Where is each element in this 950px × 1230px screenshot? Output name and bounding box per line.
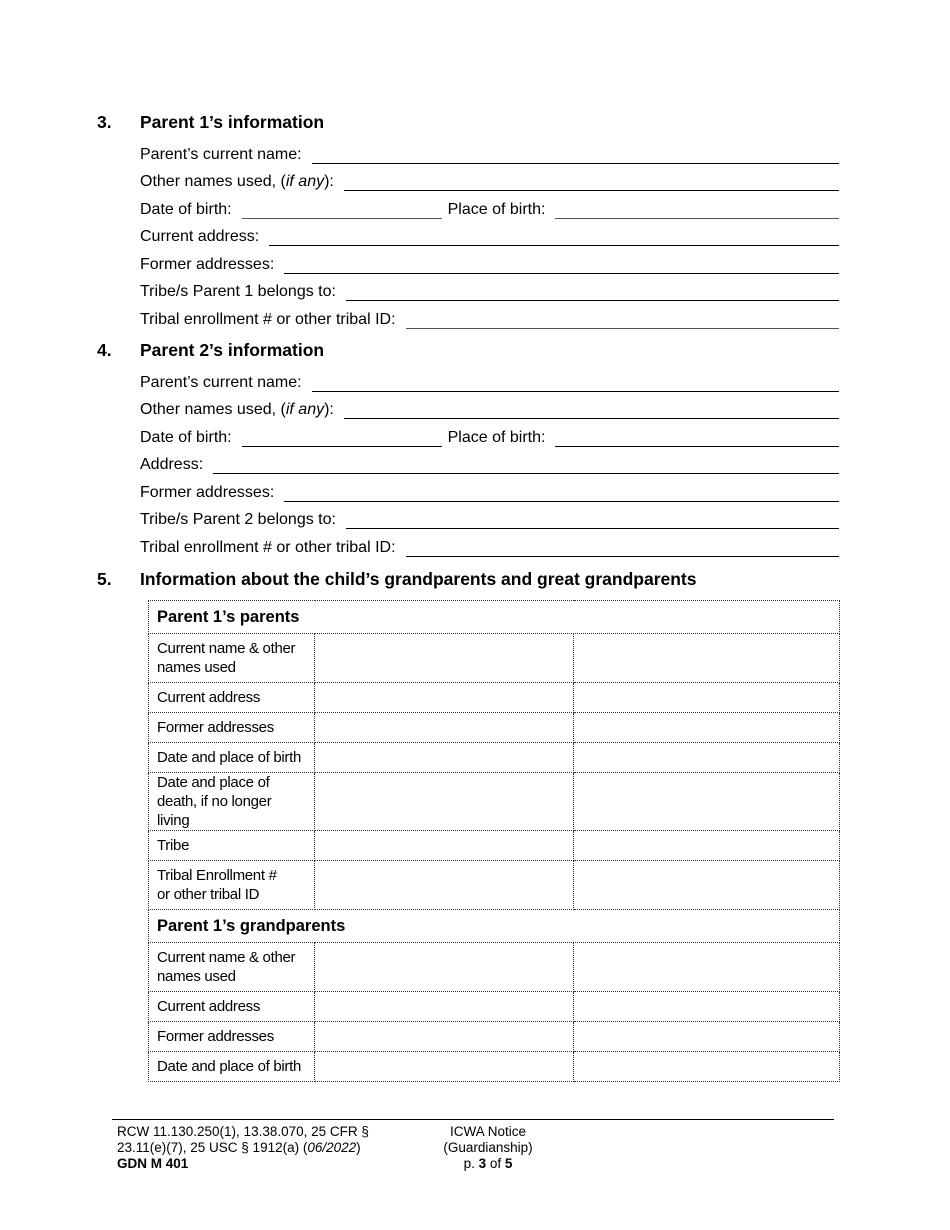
field-enrollment [140, 303, 839, 331]
section-title: Parent 1’s information [140, 112, 325, 132]
section-parent-1 [97, 112, 839, 331]
field-label: Other names used, (if any): [140, 173, 334, 190]
field-address [140, 221, 839, 249]
field-label: Parent’s current name: [140, 145, 302, 163]
row-label: Former addresses [149, 1022, 315, 1052]
field-tribe [140, 504, 839, 532]
row-label: Current address [149, 992, 315, 1022]
row-label: Current name & other names used [149, 943, 315, 992]
tribe-input-line[interactable] [346, 510, 839, 529]
table-row [149, 943, 840, 992]
entry-cell-1[interactable] [315, 1052, 574, 1082]
section-parent-2 [97, 340, 839, 559]
address-input-line[interactable] [213, 455, 839, 474]
footer-divider [112, 1119, 834, 1120]
citation-line-2: 23.11(e)(7), 25 USC § 1912(a) (06/2022) [117, 1140, 361, 1155]
entry-cell-2[interactable] [574, 634, 840, 683]
page-number: p. 3 of 5 [463, 1156, 513, 1171]
section-grandparents [97, 569, 839, 595]
entry-cell-2[interactable] [574, 773, 840, 831]
section-title: Information about the child’s grandparents and great grandparents [140, 569, 697, 589]
entry-cell-1[interactable] [315, 861, 574, 910]
field-former-addresses [140, 248, 839, 276]
row-label: Current address [149, 683, 315, 713]
field-birth [140, 421, 839, 449]
table-row [149, 713, 840, 743]
field-label: Former addresses: [140, 483, 275, 501]
section-number: 4. [97, 340, 112, 360]
other-names-input-line[interactable] [344, 400, 839, 419]
group-title: Parent 1’s grandparents [149, 910, 840, 943]
entry-cell-2[interactable] [574, 713, 840, 743]
field-enrollment [140, 531, 839, 559]
field-tribe [140, 276, 839, 304]
former-addresses-input-line[interactable] [284, 255, 839, 274]
other-names-input-line[interactable] [344, 172, 839, 191]
table-row [149, 743, 840, 773]
entry-cell-2[interactable] [574, 1052, 840, 1082]
entry-cell-2[interactable] [574, 992, 840, 1022]
pob-input-line[interactable] [555, 428, 839, 447]
section-heading [97, 340, 839, 366]
section-title: Parent 2’s information [140, 340, 325, 360]
row-label: Date and place of death, if no longer living [149, 773, 315, 831]
field-label: Place of birth: [447, 200, 546, 218]
row-label: Date and place of birth [149, 743, 315, 773]
table-row [149, 861, 840, 910]
table-row [149, 683, 840, 713]
dob-input-line[interactable] [242, 200, 442, 219]
group-title: Parent 1’s parents [149, 601, 840, 634]
grandparents-table [148, 600, 840, 1082]
entry-cell-2[interactable] [574, 831, 840, 861]
table-row [149, 634, 840, 683]
field-label: Parent’s current name: [140, 373, 302, 391]
current-name-input-line[interactable] [312, 145, 839, 164]
entry-cell-1[interactable] [315, 713, 574, 743]
table-row [149, 1052, 840, 1082]
field-label: Date of birth: [140, 428, 232, 446]
entry-cell-2[interactable] [574, 943, 840, 992]
form-id: GDN M 401 [117, 1156, 189, 1171]
field-other-names [140, 166, 839, 194]
current-name-input-line[interactable] [312, 373, 839, 392]
entry-cell-2[interactable] [574, 743, 840, 773]
footer-citation [117, 1124, 369, 1172]
field-other-names [140, 394, 839, 422]
enrollment-input-line[interactable] [406, 538, 839, 557]
field-label: Tribal enrollment # or other tribal ID: [140, 538, 396, 556]
field-label: Other names used, (if any): [140, 401, 334, 418]
field-label: Date of birth: [140, 200, 232, 218]
row-label: Date and place of birth [149, 1052, 315, 1082]
field-current-name [140, 366, 839, 394]
entry-cell-2[interactable] [574, 861, 840, 910]
table-row [149, 992, 840, 1022]
field-label: Tribe/s Parent 1 belongs to: [140, 283, 336, 300]
field-label: Place of birth: [447, 428, 546, 446]
field-label: Tribal enrollment # or other tribal ID: [140, 310, 396, 328]
entry-cell-1[interactable] [315, 1022, 574, 1052]
pob-input-line[interactable] [555, 200, 839, 219]
section-heading [97, 569, 839, 595]
field-label: Address: [140, 456, 204, 473]
row-label: Current name & other names used [149, 634, 315, 683]
enrollment-input-line[interactable] [406, 310, 839, 329]
section-number: 5. [97, 569, 112, 589]
row-label: Tribe [149, 831, 315, 861]
entry-cell-1[interactable] [315, 773, 574, 831]
field-label: Tribe/s Parent 2 belongs to: [140, 511, 336, 528]
entry-cell-1[interactable] [315, 992, 574, 1022]
section-heading [97, 112, 839, 138]
entry-cell-1[interactable] [315, 683, 574, 713]
entry-cell-1[interactable] [315, 831, 574, 861]
table-row [149, 1022, 840, 1052]
entry-cell-2[interactable] [574, 1022, 840, 1052]
entry-cell-1[interactable] [315, 943, 574, 992]
table-group-header [149, 601, 840, 634]
footer-form-info [428, 1124, 548, 1172]
field-birth [140, 193, 839, 221]
section-number: 3. [97, 112, 112, 132]
table-group-header [149, 910, 840, 943]
field-label: Former addresses: [140, 255, 275, 273]
form-subtitle: (Guardianship) [443, 1140, 533, 1155]
row-label: Former addresses [149, 713, 315, 743]
field-label: Current address: [140, 228, 260, 245]
row-label: Tribal Enrollment # or other tribal ID [149, 861, 315, 910]
tribe-input-line[interactable] [346, 282, 839, 301]
field-address [140, 449, 839, 477]
entry-cell-2[interactable] [574, 683, 840, 713]
dob-input-line[interactable] [242, 428, 442, 447]
field-former-addresses [140, 476, 839, 504]
form-title: ICWA Notice [449, 1124, 527, 1139]
entry-cell-1[interactable] [315, 634, 574, 683]
citation-line-1: RCW 11.130.250(1), 13.38.070, 25 CFR § [117, 1124, 369, 1139]
table-row [149, 773, 840, 831]
field-current-name [140, 138, 839, 166]
address-input-line[interactable] [269, 227, 839, 246]
entry-cell-1[interactable] [315, 743, 574, 773]
former-addresses-input-line[interactable] [284, 483, 839, 502]
table-row [149, 831, 840, 861]
